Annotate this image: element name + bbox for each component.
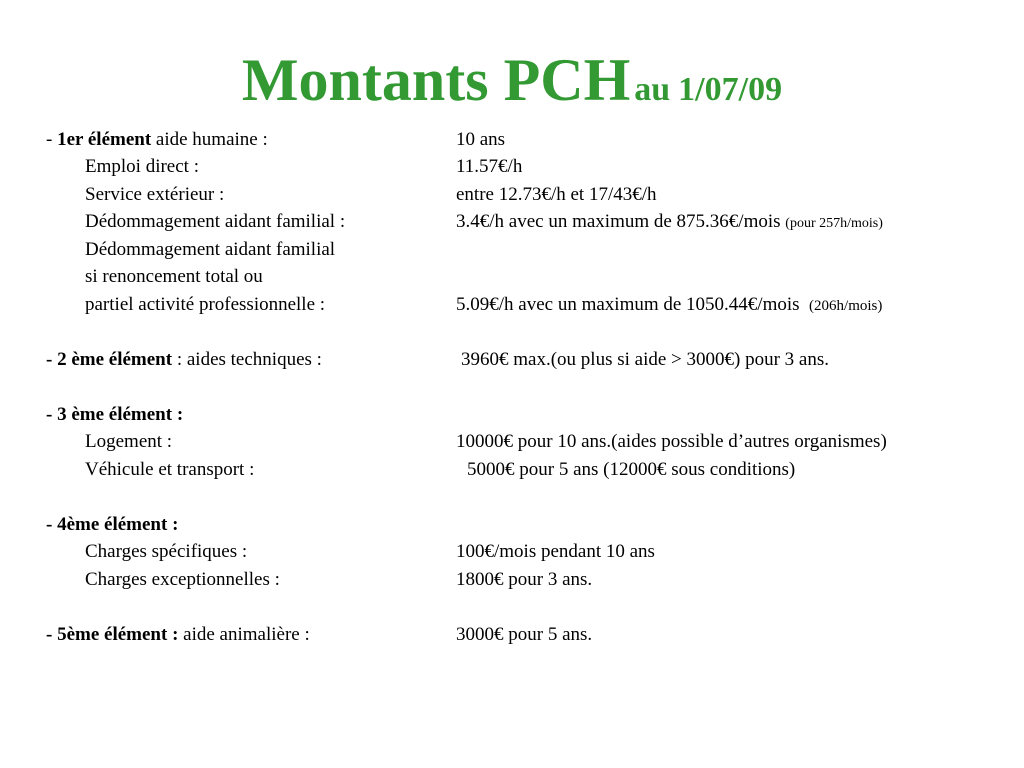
logement-row: [0, 428, 1024, 455]
emploi-direct-label: Emploi direct :: [85, 156, 199, 177]
vehicule-row: [0, 456, 1024, 483]
dedommagement-note: (pour 257h/mois): [785, 216, 883, 231]
element1-dash: -: [46, 129, 58, 150]
charges-exceptionnelles-value: 1800€ pour 3 ans.: [456, 569, 593, 590]
renoncement-line2: si renoncement total ou: [85, 266, 263, 287]
charges-specifiques-label: Charges spécifiques :: [85, 541, 248, 562]
charges-exceptionnelles-row: [0, 566, 1024, 593]
dedommagement-label: Dédommagement aidant familial :: [85, 211, 346, 232]
vehicule-value: 5000€ pour 5 ans (12000€ sous conditions): [467, 459, 796, 480]
element1-desc: aide humaine :: [151, 129, 268, 150]
element5-row: [0, 621, 1024, 648]
emploi-direct-row: [0, 153, 1024, 180]
dedommagement-row: [0, 208, 1024, 235]
service-exterieur-value: entre 12.73€/h et 17/43€/h: [456, 184, 657, 205]
element3-label: - 3 ème élément :: [46, 404, 184, 425]
element5-desc: aide animalière :: [178, 624, 310, 645]
element2-desc: : aides techniques :: [172, 349, 322, 370]
logement-label: Logement :: [85, 431, 173, 452]
element2-label: - 2 ème élément: [46, 349, 173, 370]
dedommagement-value: 3.4€/h avec un maximum de 875.36€/mois: [456, 211, 781, 232]
logement-value: 10000€ pour 10 ans.(aides possible d’autres organismes): [456, 431, 887, 452]
element1-label: 1er élément: [57, 129, 152, 150]
title-date: 1/07/09: [678, 71, 783, 108]
renoncement-row-1: [0, 236, 1024, 263]
renoncement-row-2: [0, 263, 1024, 290]
renoncement-note: (206h/mois): [809, 298, 883, 314]
element1-row: [0, 126, 1024, 153]
emploi-direct-value: 11.57€/h: [456, 156, 523, 177]
element4-row: [0, 511, 1024, 538]
service-exterieur-label: Service extérieur :: [85, 184, 225, 205]
charges-specifiques-row: [0, 538, 1024, 565]
renoncement-row-3: [0, 291, 1024, 318]
element3-row: [0, 401, 1024, 428]
element5-value: 3000€ pour 5 ans.: [456, 624, 593, 645]
element1-value: 10 ans: [456, 129, 506, 150]
charges-exceptionnelles-label: Charges exceptionnelles :: [85, 569, 280, 590]
vehicule-label: Véhicule et transport :: [85, 459, 255, 480]
charges-specifiques-value: 100€/mois pendant 10 ans: [456, 541, 655, 562]
service-exterieur-row: [0, 181, 1024, 208]
element2-row: [0, 346, 1024, 373]
element4-label: - 4ème élément :: [46, 514, 179, 535]
page-title: [0, 46, 1024, 115]
title-au: au: [634, 71, 671, 108]
title-main: Montants PCH: [241, 47, 631, 113]
element2-value: 3960€ max.(ou plus si aide > 3000€) pour 3 ans.: [461, 349, 829, 370]
renoncement-line3: partiel activité professionnelle :: [85, 294, 326, 315]
element5-label: - 5ème élément :: [46, 624, 179, 645]
renoncement-line1: Dédommagement aidant familial: [85, 239, 336, 260]
renoncement-value: 5.09€/h avec un maximum de 1050.44€/mois: [456, 294, 800, 315]
